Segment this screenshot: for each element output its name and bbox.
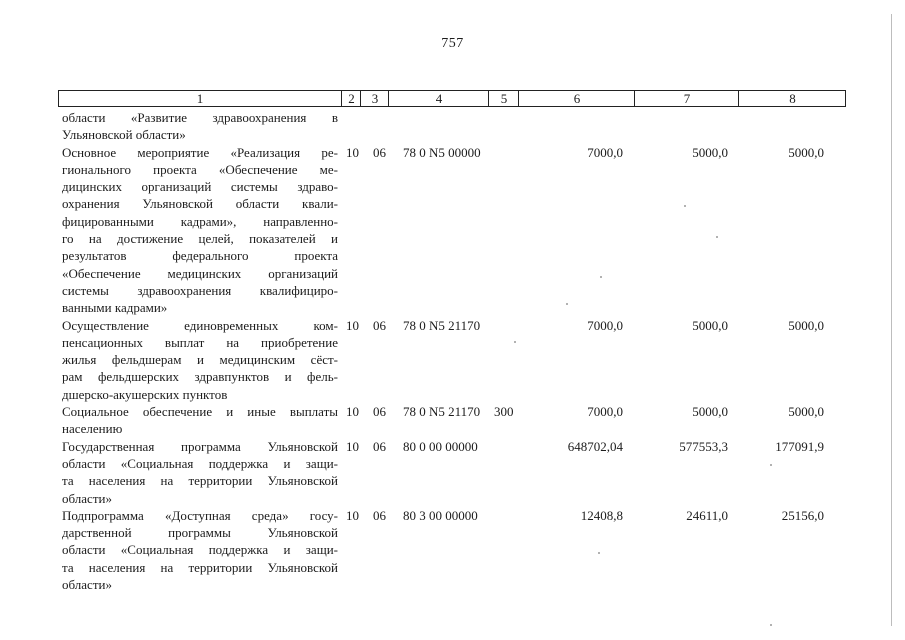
row-description-line: пенсационных выплат на приобретение — [62, 334, 338, 350]
scan-speck — [684, 205, 686, 207]
cell-value-col6: 12408,8 — [580, 507, 623, 523]
row-description-line: го на достижение целей, показателей и — [62, 231, 338, 247]
page-edge-line — [891, 14, 892, 626]
row-description-line: области» — [62, 490, 112, 506]
row-description-line: населению — [62, 421, 123, 437]
row-description-line: области «Социальная поддержка и защи- — [62, 455, 338, 471]
row-description-line: области «Развитие здравоохранения в — [62, 110, 338, 125]
cell-value-col8: 5000,0 — [788, 317, 824, 333]
row-description — [58, 144, 338, 317]
table-row — [58, 144, 846, 317]
row-description-line: Подпрограмма «Доступная среда» госу- — [62, 507, 338, 523]
scan-speck — [770, 624, 772, 626]
row-description-line: Государственная программа Ульяновской — [62, 438, 338, 454]
cell-podrazdel: 06 — [373, 144, 386, 160]
header-col-6: 6 — [518, 91, 635, 106]
row-description-line: та населения на территории Ульяновской — [62, 473, 338, 489]
cell-podrazdel: 06 — [373, 507, 386, 523]
cell-csr: 78 0 N5 21170 — [403, 404, 481, 420]
cell-value-col6: 7000,0 — [587, 144, 623, 160]
row-description-line: области «Социальная поддержка и защи- — [62, 542, 338, 558]
table-row — [58, 317, 846, 403]
page-number: 757 — [441, 36, 464, 51]
row-description-line: Осуществление единовременных ком- — [62, 317, 338, 333]
row-description-line: Ульяновской области» — [62, 127, 186, 143]
row-description — [58, 109, 338, 144]
table-row — [58, 109, 846, 144]
cell-value-col8: 5000,0 — [788, 404, 824, 420]
scan-speck — [600, 276, 602, 278]
scan-speck — [716, 236, 718, 238]
cell-value-col8: 5000,0 — [788, 144, 824, 160]
cell-value-col8: 177091,9 — [775, 438, 824, 454]
table-row — [58, 403, 846, 438]
row-description-line: гионального проекта «Обеспечение ме- — [62, 161, 338, 177]
row-description-line: Основное мероприятие «Реализация ре- — [62, 144, 338, 160]
row-description-line: «Обеспечение медицинских организаций — [62, 265, 338, 281]
cell-razdel: 10 — [346, 438, 359, 454]
row-description-line: области» — [62, 577, 112, 593]
cell-value-col7: 5000,0 — [692, 144, 728, 160]
cell-csr: 78 0 N5 21170 — [403, 317, 481, 333]
scan-speck — [514, 341, 516, 343]
row-description-line: та населения на территории Ульяновской — [62, 559, 338, 575]
cell-razdel: 10 — [346, 317, 359, 333]
cell-value-col7: 577553,3 — [679, 438, 728, 454]
cell-csr: 80 0 00 00000 — [403, 438, 478, 454]
scan-speck — [770, 464, 772, 466]
cell-podrazdel: 06 — [373, 438, 386, 454]
cell-podrazdel: 06 — [373, 404, 386, 420]
cell-vr: 300 — [494, 404, 514, 420]
table-row — [58, 438, 846, 507]
cell-value-col7: 24611,0 — [686, 507, 728, 523]
cell-value-col6: 648702,04 — [567, 438, 623, 454]
scan-speck — [598, 552, 600, 554]
table-header — [58, 90, 846, 107]
cell-razdel: 10 — [346, 144, 359, 160]
header-col-2: 2 — [341, 91, 361, 106]
cell-csr: 80 3 00 00000 — [403, 507, 478, 523]
row-description-line: фицированными кадрами», направленно- — [62, 213, 338, 229]
cell-razdel: 10 — [346, 404, 359, 420]
cell-podrazdel: 06 — [373, 317, 386, 333]
header-col-5: 5 — [488, 91, 519, 106]
cell-value-col8: 25156,0 — [781, 507, 824, 523]
row-description-line: результатов федерального проекта — [62, 248, 338, 264]
row-description — [58, 507, 338, 593]
row-description-line: дшерско-акушерских пунктов — [62, 386, 228, 402]
header-col-7: 7 — [634, 91, 739, 106]
header-col-3: 3 — [360, 91, 389, 106]
row-description-line: дицинских организаций системы здраво- — [62, 179, 338, 195]
row-description — [58, 438, 338, 507]
row-description — [58, 403, 338, 438]
cell-value-col6: 7000,0 — [587, 317, 623, 333]
row-description — [58, 317, 338, 403]
cell-value-col6: 7000,0 — [587, 404, 623, 420]
table-row — [58, 507, 846, 593]
header-col-1: 1 — [196, 91, 204, 106]
header-col-8: 8 — [738, 91, 846, 106]
header-col-4: 4 — [388, 91, 489, 106]
table-body — [58, 109, 846, 593]
row-description-line: жилья фельдшерам и медицинским сёст- — [62, 352, 338, 368]
cell-value-col7: 5000,0 — [692, 404, 728, 420]
scan-speck — [566, 303, 568, 305]
cell-razdel: 10 — [346, 507, 359, 523]
row-description-line: системы здравоохранения квалифициро- — [62, 282, 338, 298]
cell-csr: 78 0 N5 00000 — [403, 144, 481, 160]
cell-value-col7: 5000,0 — [692, 317, 728, 333]
row-description-line: дарственной программы Ульяновской — [62, 525, 338, 541]
row-description-line: рам фельдшерских здравпунктов и фель- — [62, 369, 338, 385]
row-description-line: охранения Ульяновской области квали- — [62, 196, 338, 212]
row-description-line: Социальное обеспечение и иные выплаты — [62, 404, 338, 420]
row-description-line: ванными кадрами» — [62, 300, 168, 316]
